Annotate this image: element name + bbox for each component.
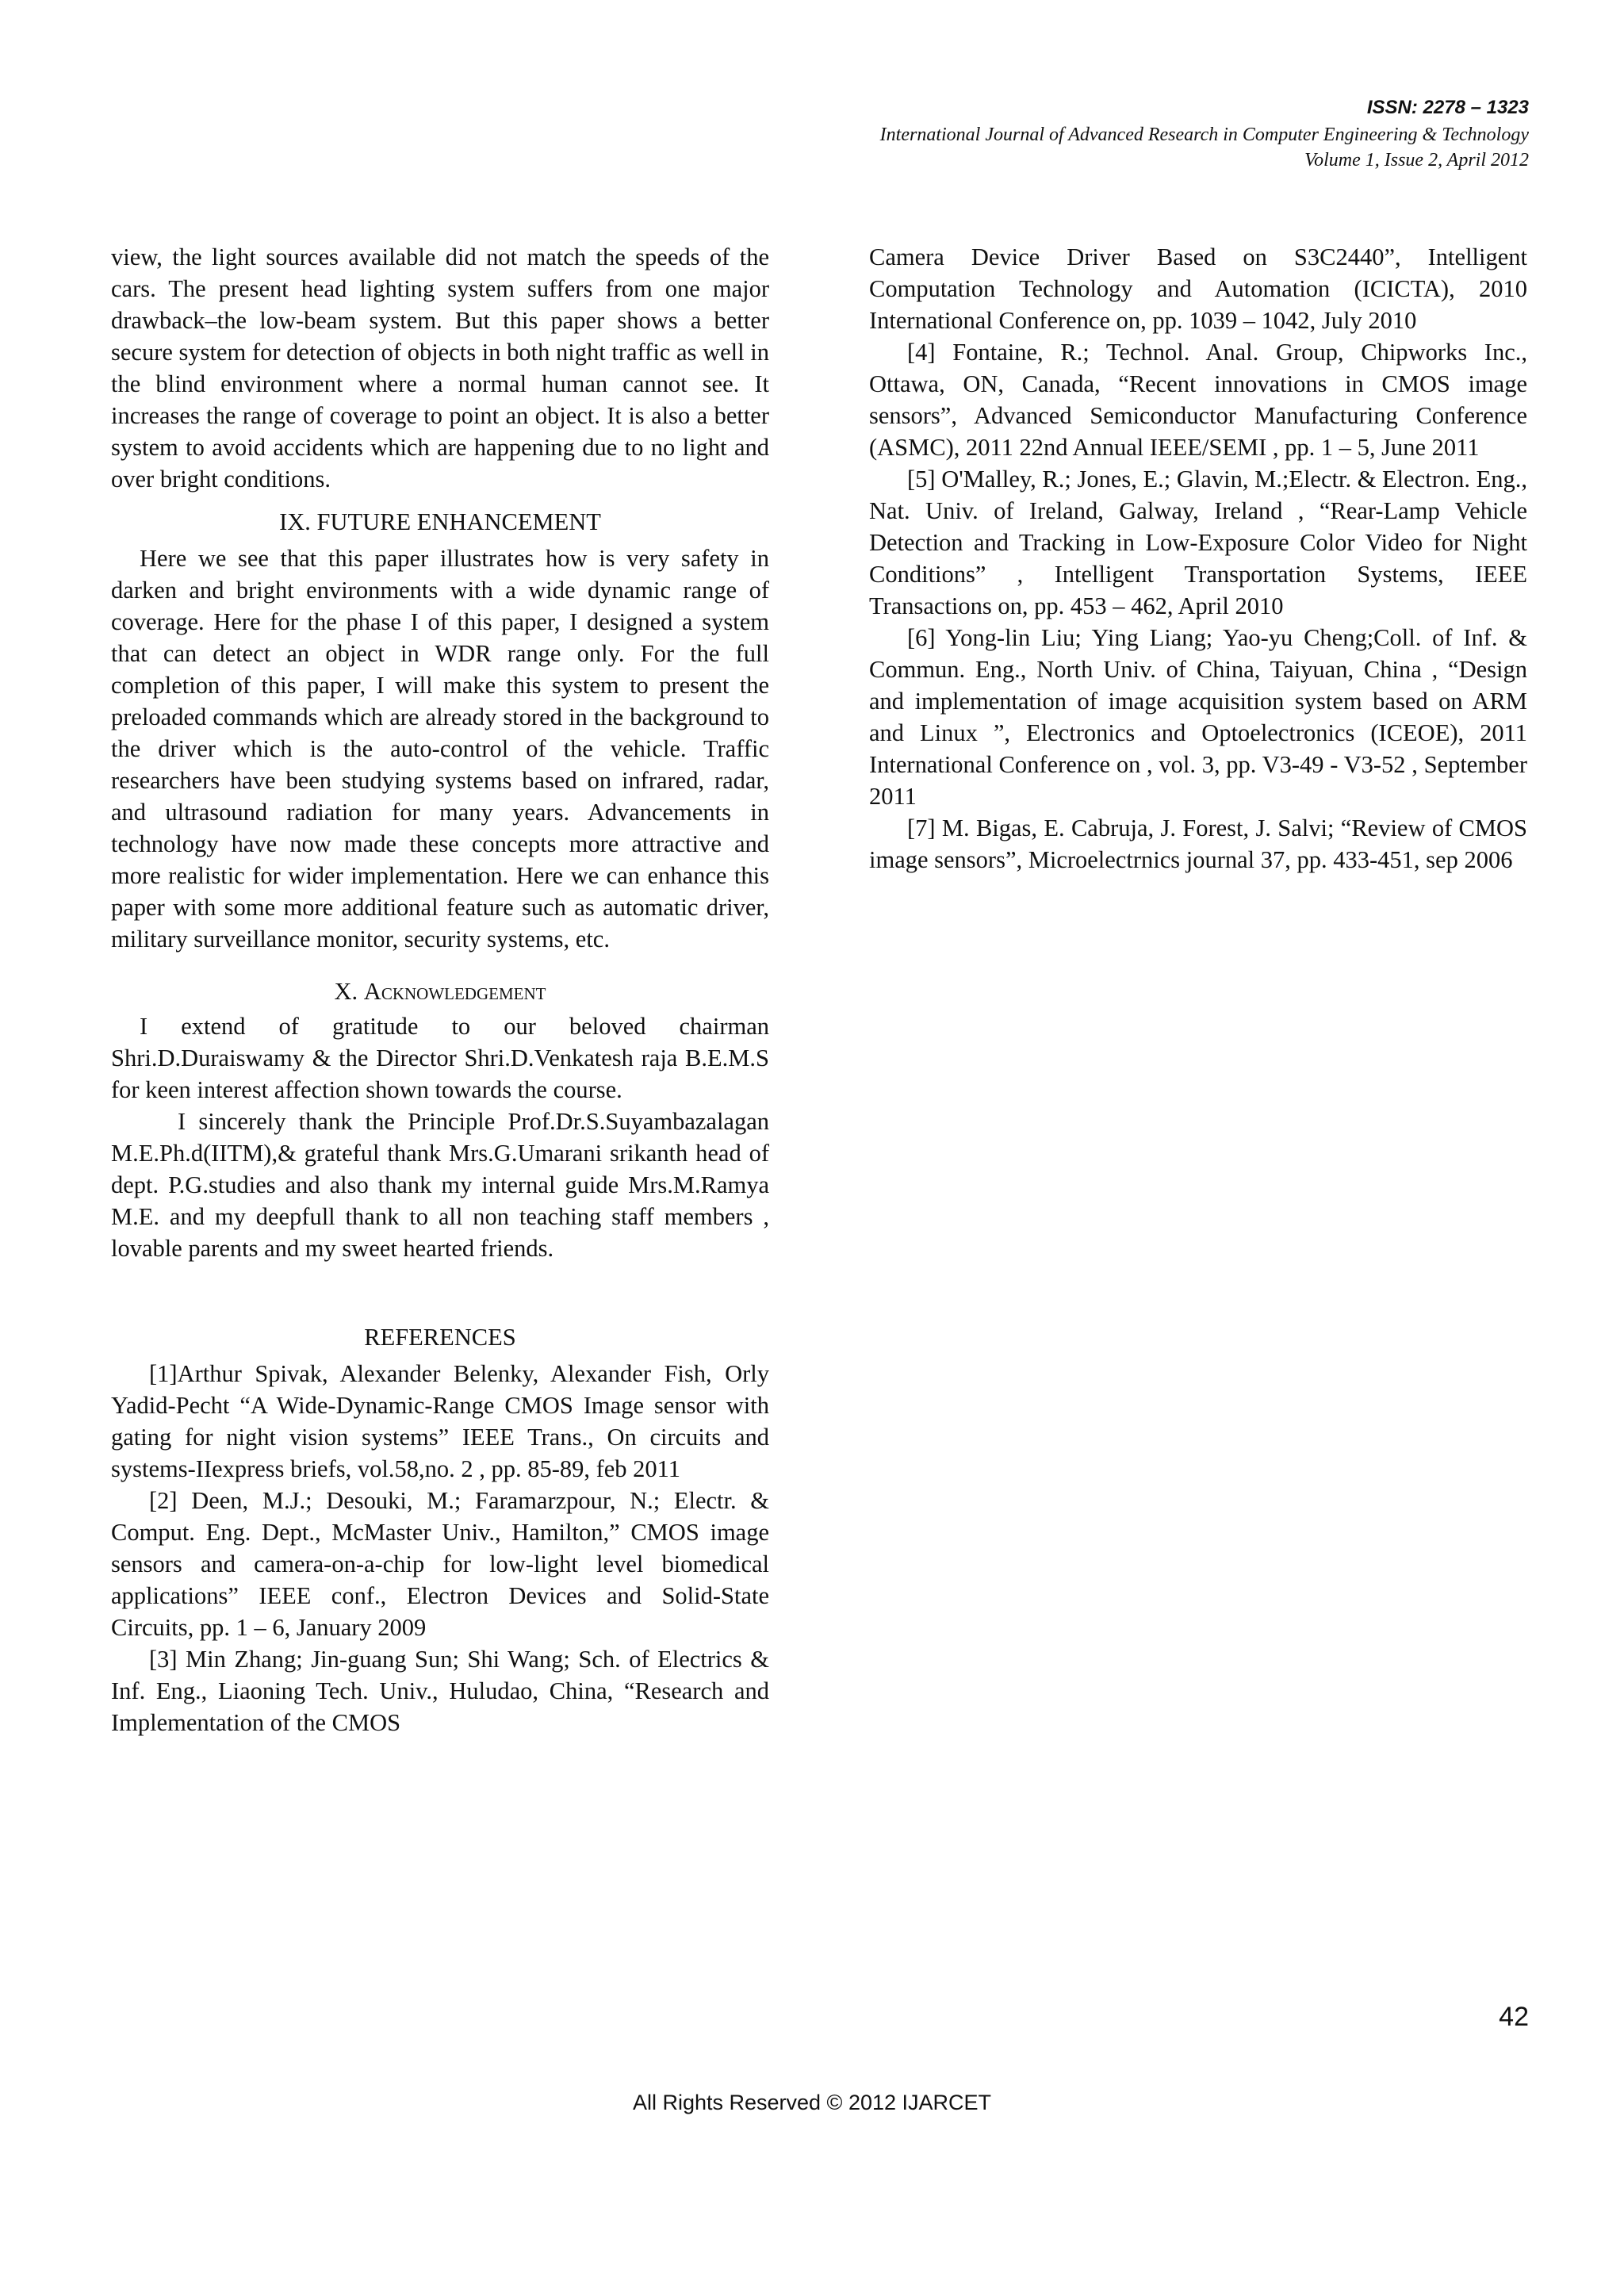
references-heading: REFERENCES bbox=[364, 1324, 516, 1351]
volume-info: Volume 1, Issue 2, April 2012 bbox=[1304, 150, 1529, 171]
right-column bbox=[869, 241, 1527, 876]
future-enhancement-paragraph: Here we see that this paper illustrates how is very safety in darken and bright environments with a wide dynamic range of coverage. Here for the phase I of this paper, I designed a system that can detect an object in WDR range only. For the full completion of this paper, I will make this system to present the preloaded commands which are already stored in the background to the driver which is the auto-control of the vehicle. Traffic researchers have been studying systems based on infrared, radar, and ultrasound radiation for many years. Advancements in technology have now made these concepts more attractive and more realistic for wider implementation. Here we can enhance this paper with some more additional feature such as automatic driver, military surveillance monitor, security systems, etc. bbox=[111, 545, 769, 953]
journal-title: International Journal of Advanced Research in Computer Engineering & Technology bbox=[879, 125, 1529, 145]
page-number: 42 bbox=[1499, 2002, 1529, 2032]
conclusion-paragraph: view, the light sources available did not match the speeds of the cars. The present head lighting system suffers from one major drawback–the low-beam system. But this paper shows a better secure system for detection of objects in both night traffic as well in the blind environment where a normal human cannot see. It increases the range of coverage to point an object. It is also a better system to avoid accidents which are happening due to no light and over bright conditions. bbox=[111, 243, 769, 493]
reference-item-continued: Camera Device Driver Based on S3C2440”, Intelligent Computation Technology and Automation (ICICTA), 2010 International Conference on, pp. 1039 – 1042, July 2010 bbox=[869, 243, 1527, 334]
reference-item: [3] Min Zhang; Jin-guang Sun; Shi Wang; Sch. of Electrics & Inf. Eng., Liaoning Tech. Univ., Huludao, China, “Research and Implementation of the CMOS bbox=[111, 1646, 769, 1736]
page-header bbox=[880, 94, 1529, 173]
ack-number: X. bbox=[334, 978, 358, 1005]
reference-item: [4] Fontaine, R.; Technol. Anal. Group, Chipworks Inc., Ottawa, ON, Canada, “Recent innovations in CMOS image sensors”, Advanced Semiconductor Manufacturing Conference (ASMC), 2011 22nd Annual IEEE/SEMI , pp. 1 – 5, June 2011 bbox=[869, 339, 1527, 461]
reference-item: [7] M. Bigas, E. Cabruja, J. Forest, J. Salvi; “Review of CMOS image sensors”, Microelectrnics journal 37, pp. 433-451, sep 2006 bbox=[869, 815, 1527, 873]
reference-list-right bbox=[869, 241, 1527, 876]
reference-list-left bbox=[111, 1358, 769, 1738]
section-heading-acknowledgement bbox=[111, 976, 769, 1007]
left-column bbox=[111, 241, 769, 1738]
page-footer: All Rights Reserved © 2012 IJARCET bbox=[632, 2091, 992, 2114]
acknowledgement-paragraph-2: I sincerely thank the Principle Prof.Dr.S.Suyambazalagan M.E.Ph.d(IITM),& grateful thank Mrs.G.Umarani srikanth head of dept. P.G.studies and also thank my internal guide Mrs.M.Ramya M.E. and my deepfull thank to all non teaching staff members , lovable parents and my sweet hearted friends. bbox=[111, 1108, 769, 1262]
section-heading-future: IX. FUTURE ENHANCEMENT bbox=[279, 508, 601, 535]
reference-item: [5] O'Malley, R.; Jones, E.; Glavin, M.;Electr. & Electron. Eng., Nat. Univ. of Ireland, Galway, Ireland , “Rear-Lamp Vehicle Detection and Tracking in Low-Exposure Color Video for Night Conditions” , Intelligent Transportation Systems, IEEE Transactions on, pp. 453 – 462, April 2010 bbox=[869, 466, 1527, 619]
reference-item: [2] Deen, M.J.; Desouki, M.; Faramarzpour, N.; Electr. & Comput. Eng. Dept., McMaster Univ., Hamilton,” CMOS image sensors and camera-on-a-chip for low-light level biomedical applications” IEEE conf., Electron Devices and Solid-State Circuits, pp. 1 – 6, January 2009 bbox=[111, 1487, 769, 1641]
acknowledgement-paragraph-1: I extend of gratitude to our beloved chairman Shri.D.Duraiswamy & the Director Shri.D.Venkatesh raja B.E.M.S for keen interest affection shown towards the course. bbox=[111, 1013, 769, 1103]
reference-item: [1]Arthur Spivak, Alexander Belenky, Alexander Fish, Orly Yadid-Pecht “A Wide-Dynamic-Range CMOS Image sensor with gating for night vision systems” IEEE Trans., On circuits and systems-IIexpress briefs, vol.58,no. 2 , pp. 85-89, feb 2011 bbox=[111, 1360, 769, 1482]
reference-item: [6] Yong-lin Liu; Ying Liang; Yao-yu Cheng;Coll. of Inf. & Commun. Eng., North Univ. of China, Taiyuan, China , “Design and implementation of image acquisition system based on ARM and Linux ”, Electronics and Optoelectronics (ICEOE), 2011 International Conference on , vol. 3, pp. V3-49 - V3-52 , September 2011 bbox=[869, 624, 1527, 810]
ack-title: Acknowledgement bbox=[363, 978, 546, 1005]
issn: ISSN: 2278 – 1323 bbox=[1366, 97, 1529, 118]
